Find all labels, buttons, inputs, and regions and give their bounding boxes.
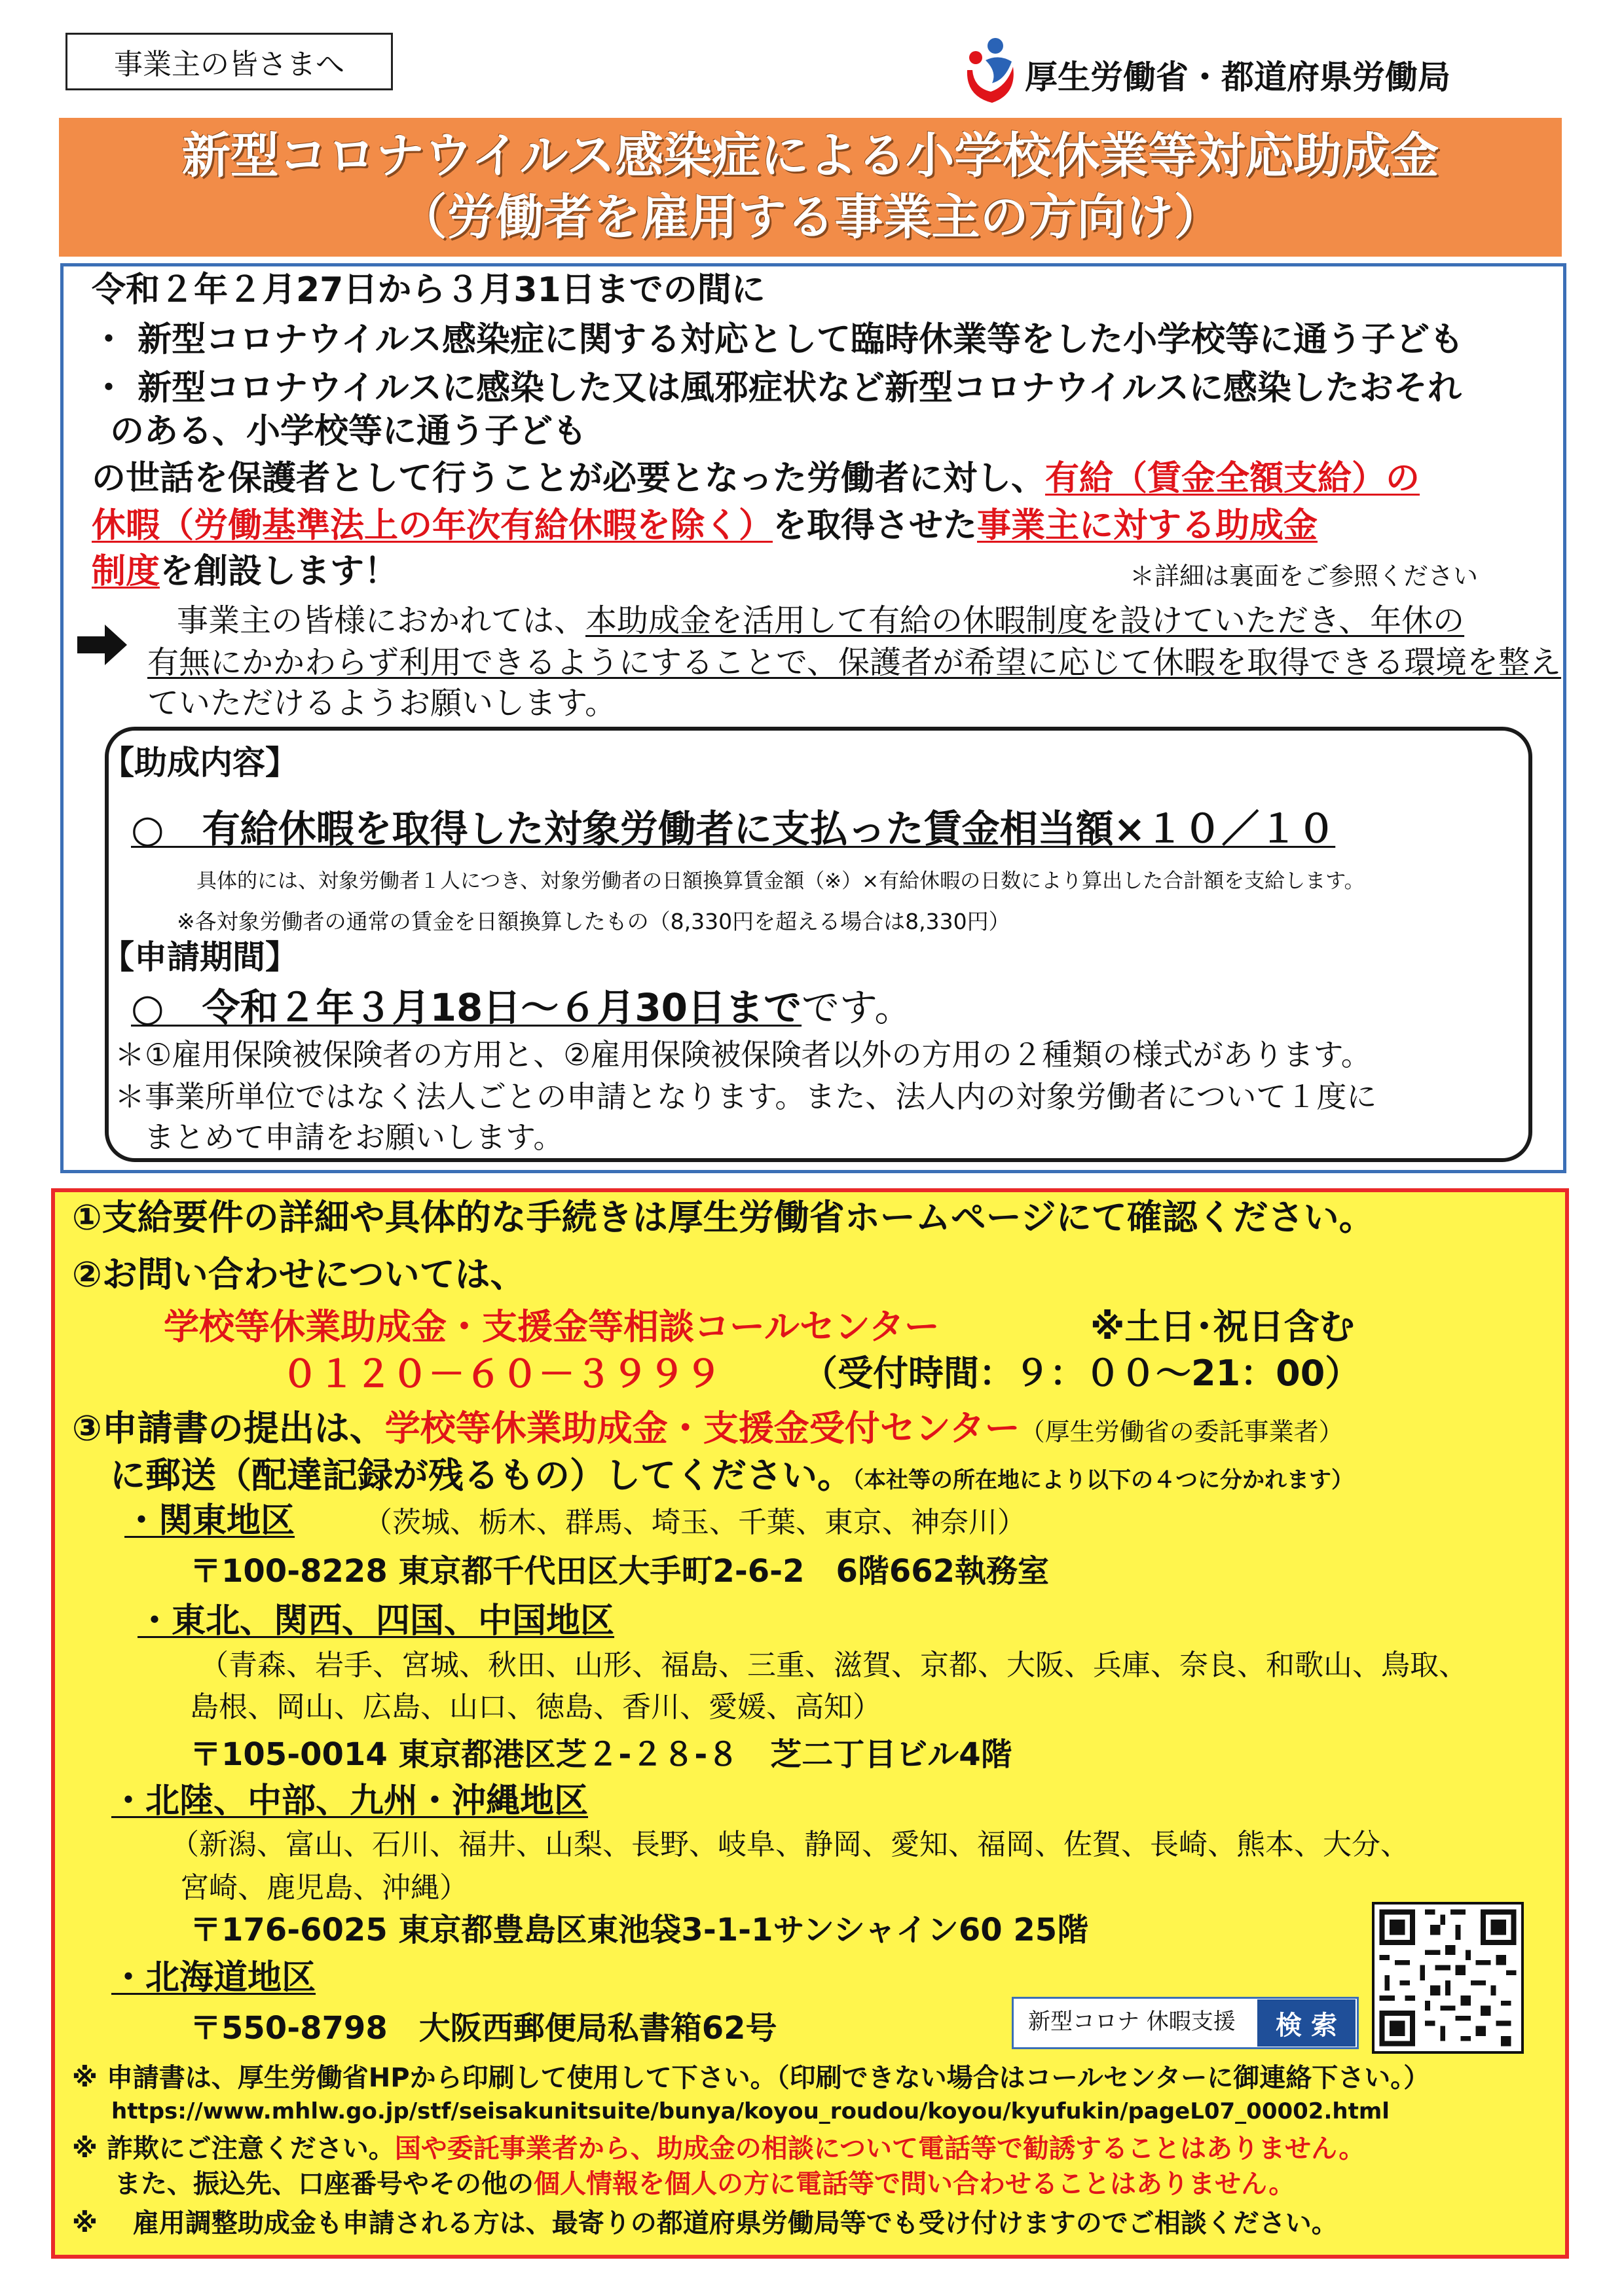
intro-line-4 — [92, 505, 1318, 546]
page-subtitle: （労働者を雇用する事業主の方向け） — [398, 189, 1223, 246]
intro-bullet-2b: のある、小学校等に通う子ども — [110, 412, 587, 451]
region-tohoku-name: ・東北、関西、四国、中国地区 — [138, 1601, 615, 1641]
ministry-logo-icon — [959, 34, 1022, 106]
right-arrow-icon — [77, 622, 128, 668]
arrow-paragraph-2 — [147, 644, 1561, 682]
weekends-note: ※土日･祝日含む — [1090, 1306, 1355, 1347]
application-heading: 【申請期間】 — [101, 938, 298, 976]
receipt-center-name: 学校等休業助成金・支援金受付センター — [384, 1408, 1020, 1449]
region-hokuriku-address: 〒176-6025 東京都豊島区東池袋3-1-1サンシャイン60 25階 — [190, 1912, 1089, 1948]
region-hokuriku-prefectures-1: （新潟、富山、石川、福井、山梨、長野、岐阜、静岡、愛知、福岡、佐賀、長崎、熊本、大分、 — [170, 1828, 1409, 1861]
receipt-center-note: （厚生労働省の委託事業者） — [1020, 1417, 1344, 1446]
see-back-note: ＊詳細は裏面をご参照ください — [1130, 562, 1479, 591]
subsidy-detail: 具体的には、対象労働者１人につき、対象労働者の日額換算賃金額（※）×有給休暇の日数により算出した合計額を支給します。 — [196, 869, 1365, 893]
arrow-paragraph-1 — [177, 602, 1464, 640]
application-note-2: ＊事業所単位ではなく法人ごとの申請となります。また、法人内の対象労働者について１度に — [115, 1079, 1377, 1114]
phone-number[interactable]: ０１２０－６０－３９９９ — [282, 1353, 722, 1396]
footer-note-2 — [72, 2133, 1365, 2164]
application-note-1: ＊①雇用保険被保険者の方用と、②雇用保険被保険者以外の方用の２種類の様式があります。 — [115, 1037, 1371, 1072]
contact-item-1: ①支給要件の詳細や具体的な手続きは厚生労働省ホームページにて確認ください。 — [72, 1197, 1375, 1238]
search-button[interactable] — [1257, 1999, 1356, 2047]
arrow-paragraph-1a: 事業主の皆様におかれては、 — [177, 602, 586, 639]
callcenter-name: 学校等休業助成金・支援金等相談コールセンター — [164, 1306, 940, 1347]
intro-line-3 — [92, 458, 1420, 499]
intro-bullet-1: ・ 新型コロナウイルス感染症に関する対応として臨時休業等をした小学校等に通う子ども — [92, 320, 1464, 359]
region-hokuriku-name: ・北陸、中部、九州・沖縄地区 — [111, 1781, 589, 1821]
arrow-paragraph-3: ていただけるようお願いします。 — [147, 685, 617, 721]
intro-line-3-red: 有給（賃金全額支給）の — [1045, 459, 1420, 498]
footer-note-1: ※ 申請書は、厚生労働省HPから印刷して使用して下さい。（印刷できない場合はコールセンターに御連絡下さい。） — [72, 2063, 1430, 2093]
subsidy-note: ※各対象労働者の通常の賃金を日額換算したもの（8,330円を超える場合は8,330円） — [177, 909, 1010, 934]
region-hokkaido-name: ・北海道地区 — [111, 1958, 316, 1997]
intro-line-3-text: の世話を保護者として行うことが必要となった労働者に対し、 — [92, 459, 1046, 498]
mail-instruction: に郵送（配達記録が残るもの）してください。 — [110, 1455, 853, 1496]
footer-note-3-red: 個人情報を個人の方に電話等で問い合わせることはありません。 — [534, 2169, 1295, 2199]
title-banner — [59, 118, 1562, 257]
arrow-paragraph-2-text: 有無にかかわらず利用できるようにすることで、保護者が希望に応じて休暇を取得できる環境を整え — [147, 644, 1562, 681]
footer-note-2-red: 国や委託事業者から、助成金の相談について電話等で勧誘することはありません。 — [394, 2134, 1365, 2164]
region-kanto-address: 〒100-8228 東京都千代田区大手町2-6-2 6階662執務室 — [190, 1553, 1050, 1590]
arrow-paragraph-1b: 本助成金を活用して有給の休暇制度を設けていただき、年休の — [585, 602, 1465, 639]
region-kanto-prefectures: （茨城、栃木、群馬、埼玉、千葉、東京、神奈川） — [363, 1506, 1026, 1539]
footer-note-4: ※ 雇用調整助成金も申請される方は、最寄りの都道府県労働局等でも受け付けますのでご相談ください。 — [72, 2208, 1338, 2238]
intro-period: 令和２年２月27日から３月31日までの間に — [92, 270, 766, 310]
audience-label — [65, 33, 393, 90]
footer-note-2-lead: ※ 詐欺にご注意ください。 — [72, 2134, 395, 2164]
search-button-label: 検 索 — [1276, 2010, 1337, 2041]
contact-item-2: ②お問い合わせについては、 — [72, 1254, 526, 1295]
subsidy-main: ○ 有給休暇を取得した対象労働者に支払った賃金相当額×１０／１０ — [131, 807, 1336, 851]
search-keywords: 新型コロナ 休暇支援 — [1028, 2009, 1236, 2035]
subsidy-heading: 【助成内容】 — [101, 744, 298, 782]
intro-line-5-text: を創設します！ — [160, 552, 399, 591]
region-kanto-name: ・関東地区 — [124, 1501, 295, 1540]
ministry-name: 厚生労働省・都道府県労働局 — [1025, 58, 1450, 96]
footer-note-3 — [115, 2168, 1295, 2200]
region-hokkaido-address: 〒550-8798 大阪西郵便局私書箱62号 — [190, 2010, 777, 2047]
application-period-dates: ○ 令和２年３月18日～６月30日まで — [131, 985, 802, 1030]
qr-code-icon[interactable] — [1372, 1902, 1524, 2054]
intro-line-5 — [92, 551, 398, 592]
region-tohoku-prefectures-1: （青森、岩手、宮城、秋田、山形、福島、三重、滋賀、京都、大阪、兵庫、奈良、和歌山、鳥取、 — [200, 1649, 1467, 1682]
application-note-3: まとめて申請をお願いします。 — [144, 1120, 564, 1155]
footer-note-3-lead: また、振込先、口座番号やその他の — [115, 2169, 534, 2199]
audience-text: 事業主の皆さまへ — [114, 48, 344, 81]
page-title: 新型コロナウイルス感染症による小学校休業等対応助成金 — [181, 128, 1439, 184]
region-hokuriku-prefectures-2: 宮崎、鹿児島、沖縄） — [180, 1871, 468, 1904]
application-period — [131, 985, 912, 1031]
footer-url[interactable]: https://www.mhlw.go.jp/stf/seisakunitsuite/bunya/koyou_roudou/koyou/kyufukin/pageL07_00002.html — [111, 2098, 1390, 2124]
intro-line-4-red-a: 休暇（労働基準法上の年次有給休暇を除く） — [92, 506, 773, 545]
intro-line-4-red-c: 事業主に対する助成金 — [977, 506, 1318, 545]
callcenter-hours: （受付時間：９：００～21：00） — [802, 1353, 1361, 1394]
application-period-suffix: です。 — [802, 985, 913, 1030]
intro-bullet-2a: ・ 新型コロナウイルスに感染した又は風邪症状など新型コロナウイルスに感染したおそれ — [92, 369, 1462, 408]
mail-region-note: （本社等の所在地により以下の４つに分かれます） — [853, 1467, 1354, 1493]
region-tohoku-prefectures-2: 島根、岡山、広島、山口、徳島、香川、愛媛、高知） — [190, 1690, 881, 1724]
contact-item-3 — [72, 1408, 1344, 1450]
region-tohoku-address: 〒105-0014 東京都港区芝２-２８-８ 芝二丁目ビル4階 — [190, 1736, 1012, 1773]
contact-item-3-line-2 — [110, 1455, 1354, 1497]
intro-line-5-red: 制度 — [92, 552, 160, 591]
contact-item-3-lead: ③申請書の提出は、 — [72, 1408, 385, 1449]
intro-line-4-text: を取得させた — [773, 506, 978, 545]
